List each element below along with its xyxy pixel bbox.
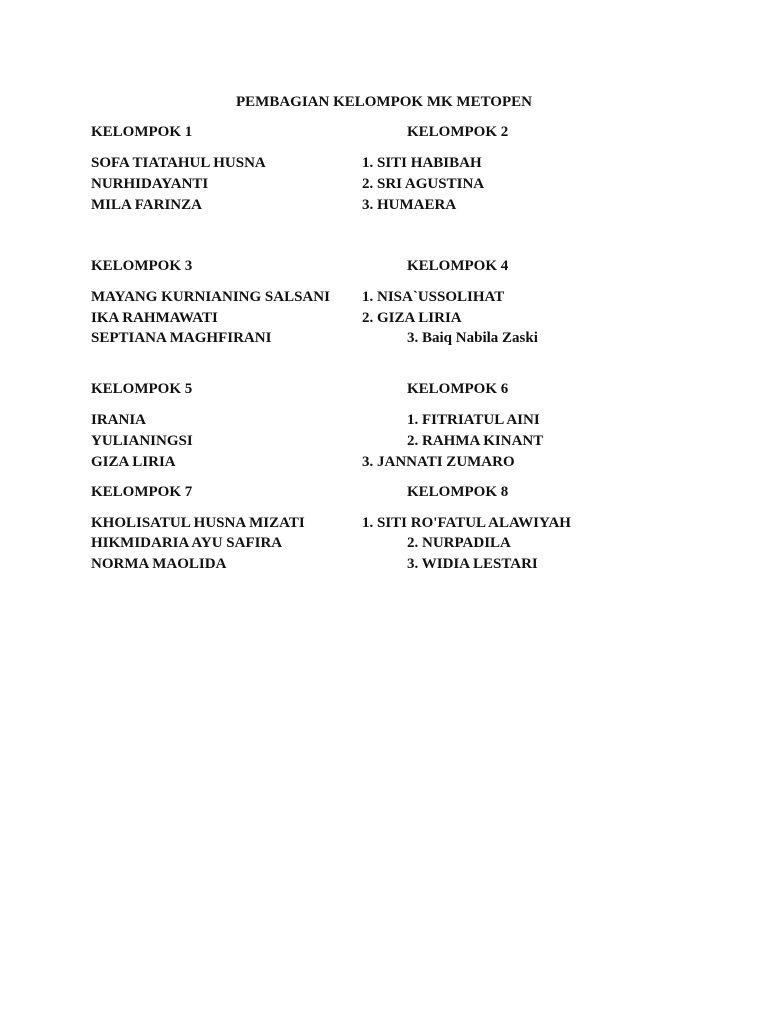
group-7-member-2: HIKMIDARIA AYU SAFIRA — [91, 535, 283, 551]
document-title: PEMBAGIAN KELOMPOK MK METOPEN — [236, 94, 532, 110]
group-2-member-2: 2. SRI AGUSTINA — [362, 176, 485, 192]
group-7-heading: KELOMPOK 7 — [91, 484, 193, 500]
group-5-member-1: IRANIA — [91, 412, 147, 428]
group-1-heading: KELOMPOK 1 — [91, 124, 193, 140]
group-1-member-1: SOFA TIATAHUL HUSNA — [91, 155, 266, 171]
group-4-member-3: 3. Baiq Nabila Zaski — [407, 330, 538, 346]
group-5-member-3: GIZA LIRIA — [91, 454, 176, 470]
group-2-member-3: 3. HUMAERA — [362, 197, 457, 213]
group-6-member-3: 3. JANNATI ZUMARO — [362, 454, 515, 470]
group-6-member-2: 2. RAHMA KINANT — [407, 433, 544, 449]
group-8-member-2: 2. NURPADILA — [407, 535, 511, 551]
group-6-member-1: 1. FITRIATUL AINI — [407, 412, 540, 428]
group-8-member-1: 1. SITI RO'FATUL ALAWIYAH — [362, 515, 571, 531]
group-3-member-1: MAYANG KURNIANING SALSANI — [91, 289, 330, 305]
group-3-member-3: SEPTIANA MAGHFIRANI — [91, 330, 272, 346]
group-7-member-1: KHOLISATUL HUSNA MIZATI — [91, 515, 305, 531]
group-8-member-3: 3. WIDIA LESTARI — [407, 556, 538, 572]
group-1-member-2: NURHIDAYANTI — [91, 176, 209, 192]
group-3-member-2: IKA RAHMAWATI — [91, 310, 218, 326]
group-4-member-2: 2. GIZA LIRIA — [362, 310, 462, 326]
group-1-member-3: MILA FARINZA — [91, 197, 202, 213]
group-7-member-3: NORMA MAOLIDA — [91, 556, 227, 572]
group-2-heading: KELOMPOK 2 — [407, 124, 509, 140]
group-3-heading: KELOMPOK 3 — [91, 258, 193, 274]
group-5-heading: KELOMPOK 5 — [91, 381, 193, 397]
group-6-heading: KELOMPOK 6 — [407, 381, 509, 397]
group-2-member-1: 1. SITI HABIBAH — [362, 155, 482, 171]
group-4-heading: KELOMPOK 4 — [407, 258, 509, 274]
group-4-member-1: 1. NISA`USSOLIHAT — [362, 289, 505, 305]
group-8-heading: KELOMPOK 8 — [407, 484, 509, 500]
group-5-member-2: YULIANINGSI — [91, 433, 193, 449]
